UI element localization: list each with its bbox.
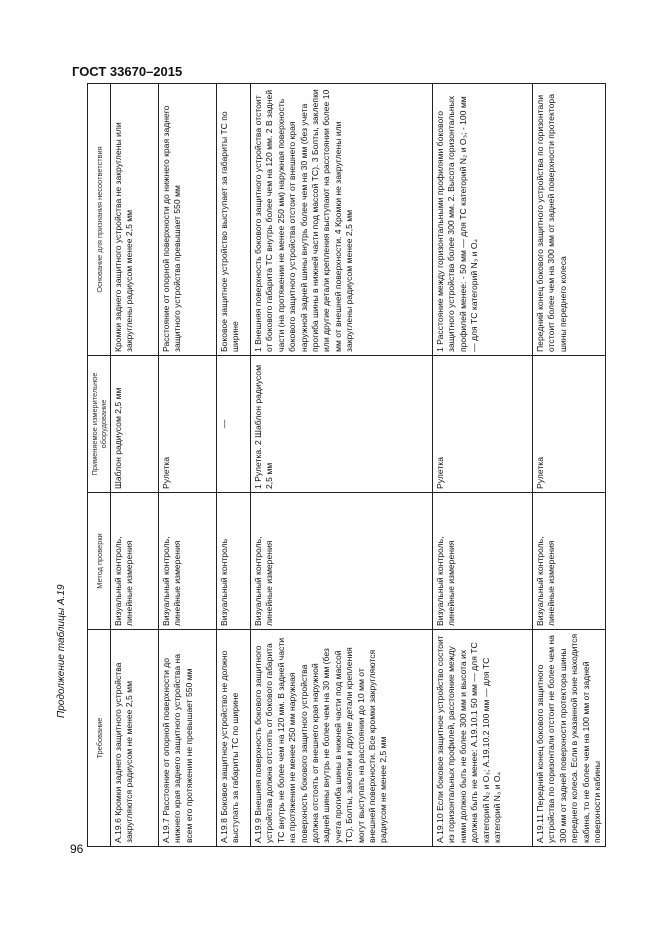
cell-nonconformity: Кромки заднего защитного устройства не закруглены или закруглены радиусом менее 2,5 мм bbox=[111, 84, 159, 356]
table-row bbox=[217, 84, 251, 847]
cell-method: Визуальный контроль, линейные измерения bbox=[159, 493, 217, 630]
table-row bbox=[433, 84, 533, 847]
cell-equipment: Рулетка bbox=[533, 356, 606, 493]
cell-nonconformity: 1 Внешняя поверхность бокового защитного устройства отстоит от бокового габарита ТС внутрь более чем на 120 мм. 2 В задней части (на протяжении не менее 250 мм) наружная поверхность бокового защитного устройства отстоит от внешнего края наружной задней шины внутрь более чем на 30 мм (без учета прогиба шины в нижней части под массой ТС). 3 Болты, заклепки или другие детали крепления выступают на расстоянии более 10 мм от внешней поверхности. 4 Кромки не закруглены или закруглены радиусом менее 2,5 мм bbox=[251, 84, 433, 356]
document-header: ГОСТ 33670–2015 bbox=[72, 64, 183, 79]
table-row bbox=[159, 84, 217, 847]
header-equipment: Применяемое измерительное оборудование bbox=[88, 356, 111, 493]
cell-nonconformity: Передний конец бокового защитного устройства по горизонтали отстоит более чем на 300 мм от задней поверхности протектора шины переднего колеса bbox=[533, 84, 606, 356]
cell-requirement: А.19.7 Расстояние от опорной поверхности до нижнего края заднего защитного устройства на всем его протяжении не превышает 550 мм bbox=[159, 630, 217, 847]
table-row bbox=[251, 84, 433, 847]
cell-method: Визуальный контроль bbox=[217, 493, 251, 630]
cell-nonconformity: Боковое защитное устройство выступает за габариты ТС по ширине bbox=[217, 84, 251, 356]
cell-requirement: А.19.10 Если боковое защитное устройство состоит из горизонтальных профилей, расстояние между ними должно быть не более 300 мм и высота их должна быть не менее: А.19.10.1 50 мм — для ТС категорий N₂ и O₃; А.19.10.2 100 мм — для ТС категорий N₃ и O₄ bbox=[433, 630, 533, 847]
requirements-table bbox=[87, 83, 606, 847]
header-nonconformity: Основание для признания несоответствия bbox=[88, 84, 111, 356]
cell-method: Визуальный контроль, линейные измерения bbox=[533, 493, 606, 630]
cell-equipment: 1 Рулетка. 2 Шаблон радиусом 2,5 мм bbox=[251, 356, 433, 493]
cell-equipment: Рулетка bbox=[159, 356, 217, 493]
cell-nonconformity: Расстояние от опорной поверхности до нижнего края заднего защитного устройства превышает 550 мм bbox=[159, 84, 217, 356]
page-number: 96 bbox=[70, 842, 84, 856]
cell-nonconformity: 1 Расстояние между горизонтальными профилями бокового защитного устройства более 300 мм. 2. Высота горизонтальных профилей менее: - 50 мм — для ТС категорий N₂ и O₃; - 100 мм — для ТС категорий N₃ и O₄ bbox=[433, 84, 533, 356]
table-caption: Продолжение таблицы А.19 bbox=[56, 584, 67, 718]
cell-requirement: А.19.6 Кромки заднего защитного устройства закругляются радиусом не менее 2,5 мм bbox=[111, 630, 159, 847]
cell-requirement: А.19.9 Внешняя поверхность бокового защитного устройства должна отстоять от бокового габарита ТС внутрь не более чем на 120 мм. В задней части на протяжении не менее 250 мм наружная поверхность бокового защитного устройства должна отстоять от внешнего края наружной задней шины внутрь не более чем на 30 мм (без учета прогиба шины в нижней части под массой ТС). Болты, заклепки и другие детали крепления могут выступать на расстоянии до 10 мм от внешней поверхности. Все кромки закругляются радиусом не менее 2,5 мм bbox=[251, 630, 433, 847]
table-header-row bbox=[88, 84, 111, 847]
table-row bbox=[111, 84, 159, 847]
table-row bbox=[533, 84, 606, 847]
header-method: Метод проверки bbox=[88, 493, 111, 630]
cell-equipment: Шаблон радиусом 2,5 мм bbox=[111, 356, 159, 493]
cell-requirement: А.19.11 Передний конец бокового защитного устройства по горизонтали отстоит не более чем на 300 мм от задней поверхности протектора шины переднего колеса. Если в указанной зоне находится кабина, то не более чем на 100 мм от задней поверхности кабины bbox=[533, 630, 606, 847]
cell-method: Визуальный контроль, линейные измерения bbox=[111, 493, 159, 630]
header-requirement: Требование bbox=[88, 630, 111, 847]
rotated-table-container bbox=[87, 89, 603, 847]
cell-method: Визуальный контроль, линейные измерения bbox=[433, 493, 533, 630]
cell-equipment: — bbox=[217, 356, 251, 493]
cell-method: Визуальный контроль, линейные измерения bbox=[251, 493, 433, 630]
cell-equipment: Рулетка bbox=[433, 356, 533, 493]
cell-requirement: А.19.8 Боковое защитное устройство не должно выступать за габариты ТС по ширине bbox=[217, 630, 251, 847]
